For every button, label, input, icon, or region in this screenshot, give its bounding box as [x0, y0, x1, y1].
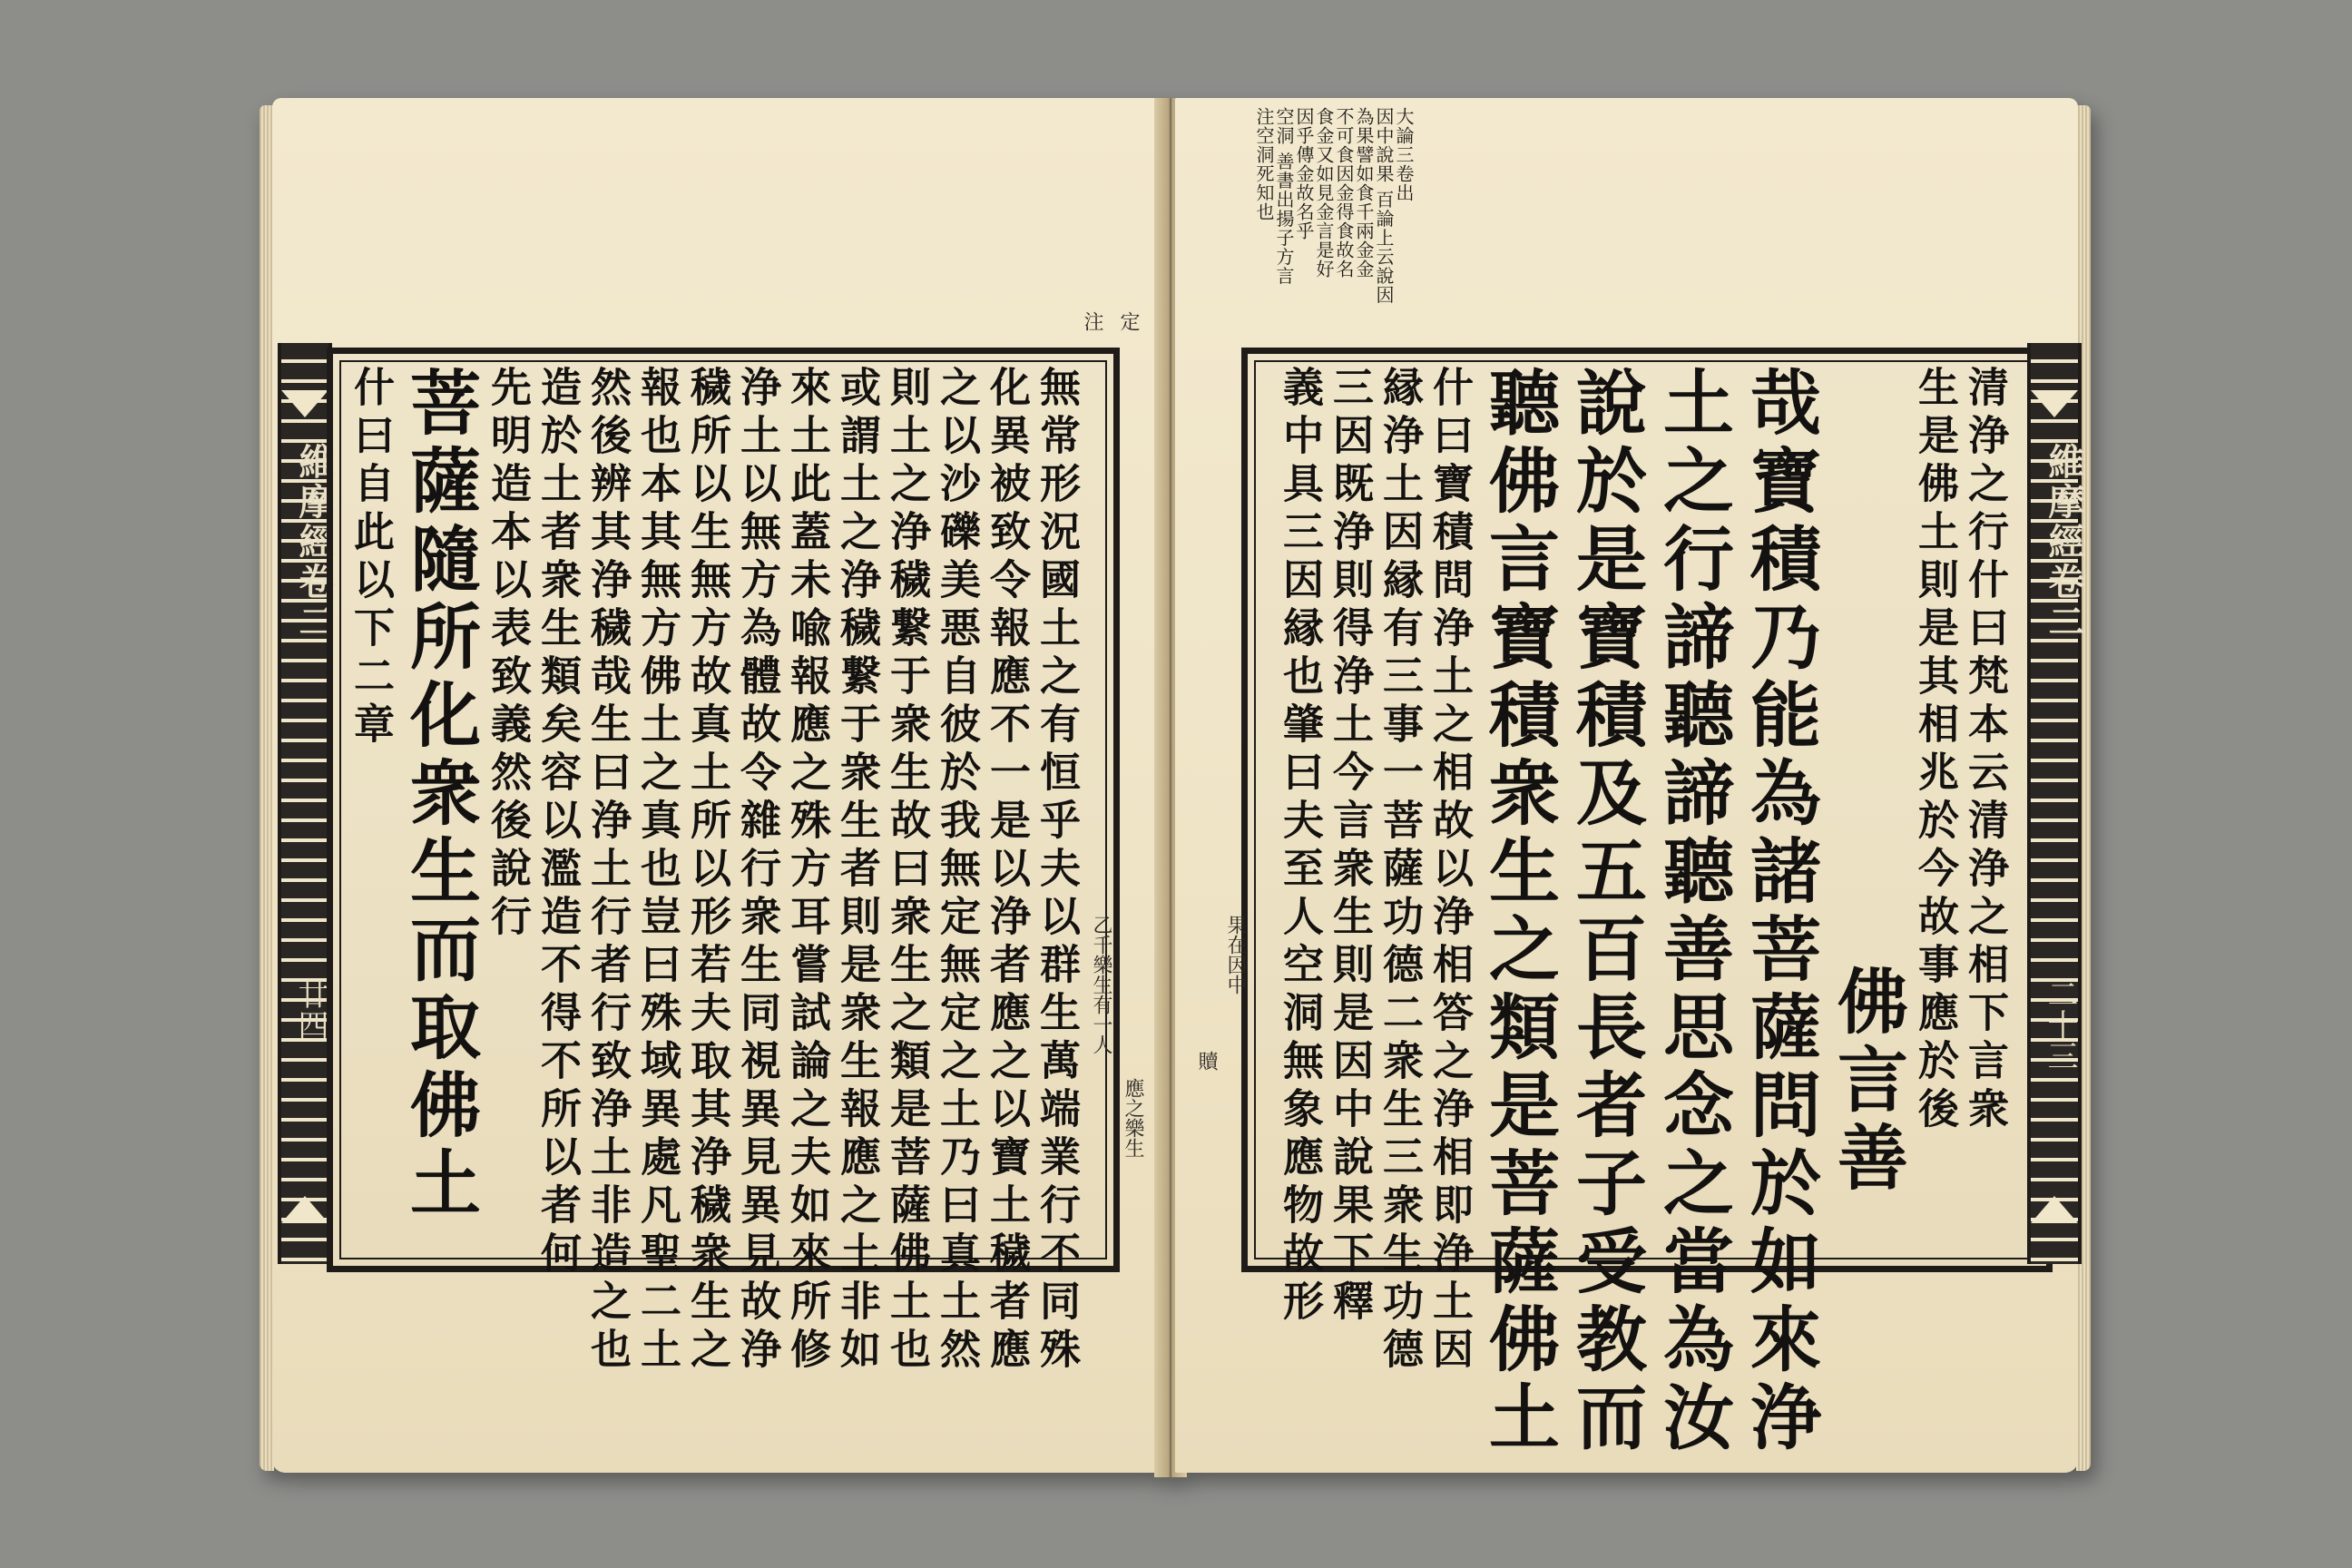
right-col-2: 生是佛土則是其相兆於今故事應於後: [1911, 366, 1959, 1135]
top-note-8: 注空洞死知也: [1253, 107, 1275, 221]
right-col-3: 什曰寶積問浄土之相故以浄相答之浄相即浄土因: [1426, 366, 1474, 1376]
fish-tail-mark-top-right: [2031, 390, 2078, 417]
right-margin-note-2: 贖: [1195, 1051, 1218, 1071]
right-big-col-3: 土之行諦聽諦聽善思念之當為汝: [1651, 366, 1734, 1458]
right-col-5: 三因既浄則得浄土今言衆生則是因中說果下釋: [1326, 366, 1374, 1328]
left-margin-note-4: 應之樂生: [1122, 1078, 1144, 1158]
left-spine-title: 維摩經卷二: [293, 443, 336, 642]
right-col-1: 清浄之行什曰梵本云清浄之相下言衆: [1961, 366, 2009, 1135]
top-note-2: 因中說果 百論上云說因: [1373, 107, 1395, 305]
right-big-col-2: 哉寶積乃能為諸菩薩問於如來浄: [1739, 366, 1821, 1458]
left-col-tail: 什曰自此以下二章: [347, 366, 395, 750]
fish-tail-mark-top: [281, 390, 328, 417]
left-col-6: 來土此蓋未喩報應之殊方耳嘗試論之夫如來所修: [783, 366, 831, 1376]
top-note-7: 空洞 善書出揚子方言: [1273, 107, 1295, 286]
left-text-body: [346, 366, 1082, 1376]
fish-tail-mark-bottom-right: [2031, 1196, 2078, 1223]
right-big-col-5: 聽佛言寶積衆生之類是菩薩佛土: [1477, 366, 1560, 1458]
right-big-col-1: 佛言善: [1826, 965, 1908, 1199]
left-col-9: 報也本其無方佛土之真也豈曰殊域異處凡聖二土: [633, 366, 681, 1376]
right-page-number: 二十三: [2042, 978, 2078, 1071]
left-page: [272, 98, 1163, 1473]
top-note-5: 食金又如見金言是好: [1313, 107, 1335, 279]
left-col-5: 或謂土之浄穢繋于衆生者則是衆生報應之土非如: [833, 366, 881, 1376]
left-col-10: 然後辨其浄穢哉生曰浄土行者行致浄土非造之也: [583, 366, 632, 1376]
right-col-4: 縁浄土因縁有三事一菩薩功德二衆生三衆生功德: [1376, 366, 1424, 1376]
top-note-3: 為果譬如食千兩金金: [1353, 107, 1375, 279]
top-note-4: 不可食因金得食故名: [1333, 107, 1355, 279]
left-col-3: 之以沙礫美悪自彼於我無定無定之土乃曰真土然: [933, 366, 981, 1376]
top-note-1: 大論三卷出: [1393, 107, 1415, 202]
right-col-6: 義中具三因縁也肇曰夫至人空洞無象應物故形: [1276, 366, 1324, 1328]
left-page-number: 廿四: [292, 978, 328, 1040]
right-top-annotation: [1254, 107, 1414, 334]
left-col-11: 造於土者衆生類矣容以濫造不得不所以者何: [534, 366, 582, 1279]
fish-tail-mark-bottom: [281, 1196, 328, 1223]
left-col-7: 浄土以無方為體故令雜行衆生同視異見異見故浄: [733, 366, 781, 1376]
open-book: [272, 98, 2085, 1486]
right-margin-note-1: 果在因中: [1224, 915, 1247, 995]
left-col-4: 則土之浄穢繋于衆生故曰衆生之類是菩薩佛土也: [883, 366, 931, 1376]
left-fold-column: [278, 343, 336, 1264]
left-main-text: 菩薩隨所化衆生而取佛土: [398, 366, 481, 1224]
right-text-body: [1275, 366, 2010, 1458]
left-col-12: 先明造本以表致義然後說行: [484, 366, 532, 943]
right-spine-title: 維摩經卷二: [2043, 443, 2085, 642]
left-margin-note-1: 注: [1081, 311, 1103, 331]
left-margin-note-3: 乙千樂生有一人: [1090, 915, 1112, 1054]
right-fold-column: [2027, 343, 2085, 1264]
right-big-col-4: 說於是寶積及五百長者子受教而: [1564, 366, 1647, 1458]
left-col-8: 穢所以生無方故真土所以形若夫取其浄穢衆生之: [683, 366, 731, 1376]
top-note-6: 因乎傳金故名乎: [1293, 107, 1315, 240]
left-margin-note-2: 定: [1117, 311, 1140, 331]
left-col-2: 化異被致令報應不一是以浄者應之以寶土穢者應: [983, 366, 1031, 1376]
left-col-1: 無常形況國土之有恒乎夫以群生萬端業行不同殊: [1033, 366, 1081, 1376]
